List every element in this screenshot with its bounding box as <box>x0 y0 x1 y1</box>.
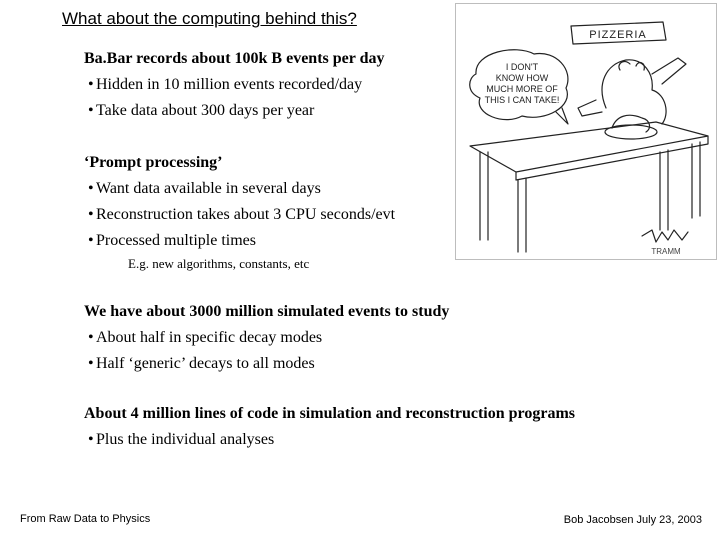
sub-note: E.g. new algorithms, constants, etc <box>128 256 310 271</box>
cartoon-illustration <box>455 3 717 260</box>
bullet-list <box>84 427 575 453</box>
table-edge <box>516 136 708 180</box>
table-leg <box>692 142 700 218</box>
speech-line: MUCH MORE OF <box>486 84 558 94</box>
bullet-item: • About half in specific decay modes <box>84 325 449 351</box>
character-arm <box>578 100 602 116</box>
bullet-dot: • <box>88 206 94 223</box>
bullet-item: • Want data available in several days <box>84 176 395 202</box>
section-lines-of-code <box>84 403 575 453</box>
section-title: ‘Prompt processing’ <box>84 154 223 171</box>
bullet-item: • Hidden in 10 million events recorded/day <box>84 72 384 98</box>
sign-text: PIZZERIA <box>589 29 647 41</box>
section-prompt-processing <box>84 152 395 274</box>
bullet-dot: • <box>88 329 94 346</box>
table-leg <box>480 152 488 240</box>
bullet-dot: • <box>88 431 94 448</box>
cartoon-signature: TRAMM <box>651 247 681 256</box>
section-title: Ba.Bar records about 100k B events per day <box>84 50 385 67</box>
section-title: About 4 million lines of code in simulation and reconstruction programs <box>84 405 575 422</box>
bullet-item: • Reconstruction takes about 3 CPU seconds/evt <box>84 202 395 228</box>
section-title: We have about 3000 million simulated events to study <box>84 303 450 320</box>
table-leg <box>518 178 526 252</box>
section-babar-records <box>84 48 384 124</box>
character-body <box>602 60 666 124</box>
bullet-dot: • <box>88 102 94 119</box>
bullet-item: • Processed multiple times <box>84 228 395 254</box>
bullet-item: • Plus the individual analyses <box>84 427 575 453</box>
section-simulated-events <box>84 301 449 377</box>
bullet-list <box>84 72 384 124</box>
speech-line: KNOW HOW <box>495 73 549 83</box>
table-leg <box>660 150 668 230</box>
cartoon-drawing <box>456 4 716 259</box>
slide-title: What about the computing behind this? <box>62 9 357 28</box>
character-arm <box>652 58 686 84</box>
character-eyes <box>619 62 644 70</box>
bullet-dot: • <box>88 180 94 197</box>
bullet-list <box>84 176 395 254</box>
bullet-dot: • <box>88 232 94 249</box>
bullet-list <box>84 325 449 377</box>
footer-right: Bob Jacobsen July 23, 2003 <box>563 514 702 526</box>
table-top <box>470 122 708 172</box>
bullet-item: • Take data about 300 days per year <box>84 98 384 124</box>
bullet-dot: • <box>88 76 94 93</box>
speech-line: I DON'T <box>505 62 539 72</box>
signature-scribble <box>642 230 688 242</box>
bullet-dot: • <box>88 355 94 372</box>
bullet-item: • Half ‘generic’ decays to all modes <box>84 351 449 377</box>
speech-line: THIS I CAN TAKE! <box>484 95 560 105</box>
footer-left: From Raw Data to Physics <box>20 513 151 525</box>
